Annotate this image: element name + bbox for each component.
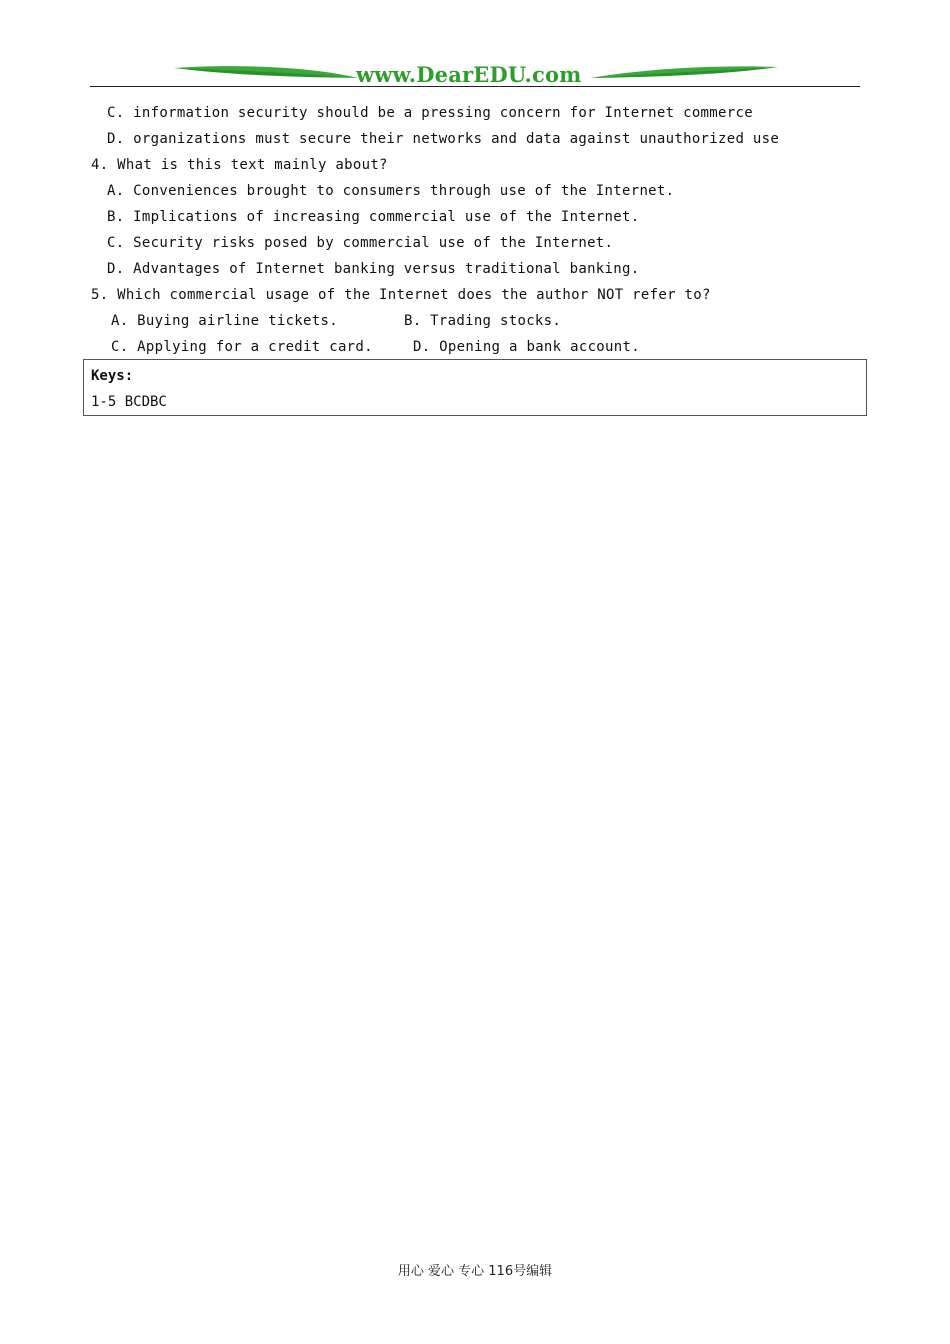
site-logo: www.DearEDU.com — [356, 62, 582, 87]
q5-option-b: B. Trading stocks. — [404, 313, 562, 329]
q3-option-d: D. organizations must secure their networks and data against unauthorized use — [107, 131, 780, 147]
q4-option-d: D. Advantages of Internet banking versus traditional banking. — [107, 261, 640, 277]
q4-option-c: C. Security risks posed by commercial use of the Internet. — [107, 235, 614, 251]
keys-title: Keys: — [91, 368, 134, 384]
q5-option-c: C. Applying for a credit card. — [111, 339, 373, 355]
page-footer: 用心 爱心 专心 116号编辑 — [397, 1264, 553, 1279]
q5-stem: 5. Which commercial usage of the Internet does the author NOT refer to? — [91, 287, 711, 303]
q3-option-c: C. information security should be a pressing concern for Internet commerce — [107, 105, 753, 121]
q5-option-a: A. Buying airline tickets. — [111, 313, 338, 329]
q5-option-d: D. Opening a bank account. — [413, 339, 640, 355]
answer-keys-box — [83, 359, 867, 416]
q4-stem: 4. What is this text mainly about? — [91, 157, 388, 173]
page-header — [90, 58, 860, 90]
header-divider — [90, 86, 860, 87]
keys-answer: 1-5 BCDBC — [91, 394, 167, 410]
q4-option-a: A. Conveniences brought to consumers through use of the Internet. — [107, 183, 675, 199]
q4-option-b: B. Implications of increasing commercial use of the Internet. — [107, 209, 640, 225]
